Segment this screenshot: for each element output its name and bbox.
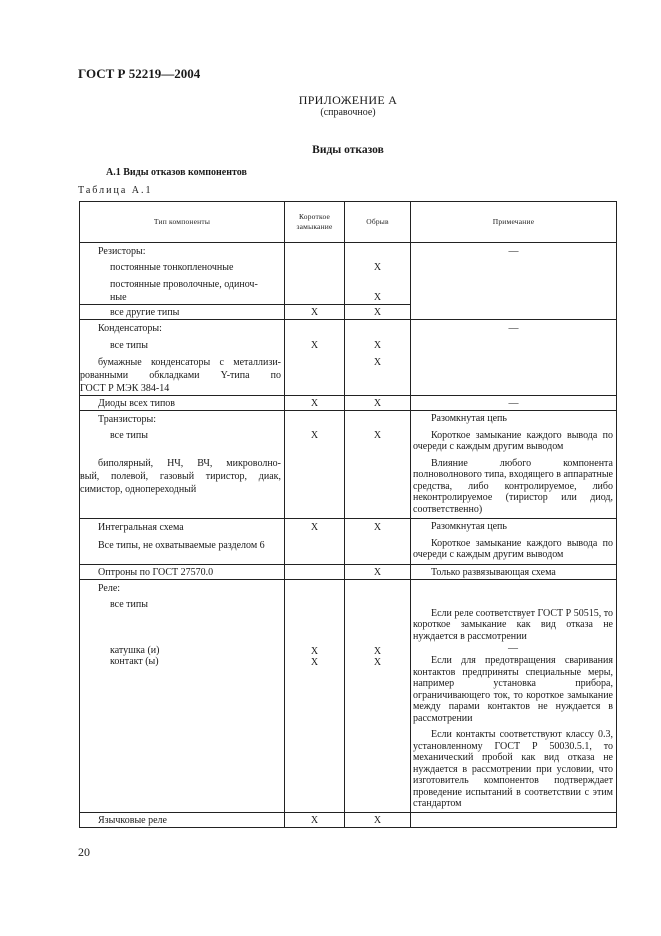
appendix-subtitle: (справочное): [320, 107, 376, 118]
cell-open: [345, 243, 411, 305]
row-subitem: постоянные тонкопленочные: [110, 262, 234, 273]
cell-short: [285, 320, 345, 396]
row-subitem: симистор, однопереходный: [80, 484, 197, 495]
cell-note: [411, 411, 617, 519]
note-text: Только развязывающая схема: [431, 566, 556, 578]
mark-x: X: [373, 430, 382, 441]
subsection-title: А.1 Виды отказов компонентов: [106, 167, 247, 178]
cell-short: [285, 411, 345, 519]
failure-modes-table: [79, 201, 617, 828]
table-row-resistors: [80, 243, 617, 305]
row-title: Язычковые реле: [98, 814, 167, 826]
note-text: Если контакты соответствуют классу 0.3, установленному ГОСТ Р 50030.5.1, то механический пробой как вид отказа не нуждается в рассмотрении при условии, что изготовитель компонентов подтверждает проведение испытаний в соответствии с этим стандартом: [413, 729, 613, 809]
mark-x: X: [373, 307, 382, 318]
cell-open: [345, 519, 411, 565]
cell-note: [411, 579, 617, 812]
row-subitem: бумажные конденсаторы с металлизи-: [98, 357, 281, 368]
cell-type: [80, 305, 285, 320]
row-title: Оптроны по ГОСТ 27570.0: [98, 566, 214, 578]
note-text: Если для предотвращения сваривания контактов предприняты специальные меры, например установка прибора, ограничивающего ток, то короткое замыкание между парами контактов не нуждается в рассмотрении: [413, 655, 613, 724]
row-subitem: все типы: [110, 340, 148, 351]
cell-type: [80, 812, 285, 827]
header-open-circuit: Обрыв: [345, 202, 411, 243]
mark-x: X: [373, 645, 382, 657]
cell-note: [411, 320, 617, 396]
cell-type: [80, 320, 285, 396]
appendix-title: ПРИЛОЖЕНИЕ А: [298, 93, 398, 107]
row-subitem: катушка (и): [110, 644, 160, 656]
row-title: Интегральная схема: [98, 522, 184, 533]
mark-x: X: [310, 645, 319, 657]
cell-short: [285, 305, 345, 320]
row-subitem: ГОСТ Р МЭК 384-14: [80, 383, 170, 394]
row-title: Резисторы:: [98, 246, 146, 257]
row-title: Конденсаторы:: [98, 323, 162, 334]
cell-note: [411, 243, 617, 320]
row-subitem: все типы: [110, 598, 148, 610]
section-title: Виды отказов: [312, 144, 384, 156]
table-row-reed-relays: [80, 812, 617, 827]
row-subitem: все другие типы: [110, 307, 180, 318]
mark-x: X: [310, 430, 319, 441]
table-row-relays: [80, 579, 617, 812]
cell-short: [285, 243, 345, 305]
cell-note: [411, 519, 617, 565]
mark-x: X: [310, 307, 319, 318]
mark-x: X: [373, 656, 382, 668]
cell-open: [345, 564, 411, 579]
table-row-optocouplers: [80, 564, 617, 579]
mark-x: X: [310, 522, 319, 533]
cell-open: [345, 396, 411, 411]
table-row-diodes: [80, 396, 617, 411]
cell-type: [80, 579, 285, 812]
mark-x: X: [310, 340, 319, 351]
cell-open: [345, 579, 411, 812]
cell-note: [411, 812, 617, 827]
mark-x: X: [310, 814, 319, 826]
header-note: Примечание: [411, 202, 617, 243]
cell-type: [80, 411, 285, 519]
mark-x: X: [310, 656, 319, 668]
row-title: Транзисторы:: [98, 414, 156, 425]
row-subitem: Все типы, не охватываемые разделом 6: [98, 540, 265, 551]
mark-x: X: [373, 357, 382, 368]
row-subitem: постоянные проволочные, одиноч-: [110, 279, 258, 290]
row-title: Реле:: [98, 582, 121, 594]
table-caption: Таблица А.1: [78, 185, 153, 196]
document-code: ГОСТ Р 52219—2004: [78, 66, 201, 81]
cell-short: [285, 812, 345, 827]
header-short-circuit: Короткое замыкание: [285, 202, 345, 243]
cell-short: [285, 579, 345, 812]
cell-type: [80, 519, 285, 565]
mark-x: X: [373, 814, 382, 826]
row-subitem: контакт (ы): [110, 655, 159, 667]
note-dash: —: [508, 246, 519, 257]
cell-note: [411, 564, 617, 579]
mark-x: X: [373, 566, 382, 578]
note-text: Разомкнутая цепь: [431, 521, 507, 532]
cell-open: [345, 812, 411, 827]
table-row-capacitors: [80, 320, 617, 396]
note-dash: —: [508, 323, 519, 334]
cell-type: [80, 243, 285, 305]
row-title: Диоды всех типов: [98, 398, 176, 409]
note-text: Если реле соответствует ГОСТ Р 50515, то короткое замыкание как вид отказа не нуждается в рассмотрении: [413, 607, 613, 642]
cell-short: [285, 564, 345, 579]
row-subitem: ные: [110, 292, 127, 303]
cell-type: [80, 564, 285, 579]
note-text: Влияние любого компонента полноволнового типа, входящего в аппаратные средства, либо контролируемое, либо неконтролируемое (тиристор или диод, соответственно): [413, 457, 613, 515]
table-header-row: [80, 202, 617, 243]
note-text: Разомкнутая цепь: [431, 413, 507, 424]
header-component-type: Тип компоненты: [80, 202, 285, 243]
mark-x: X: [373, 340, 382, 351]
note-text: Короткое замыкание каждого вывода по очереди с каждым другим выводом: [413, 537, 613, 560]
row-subitem: вый, полевой, газовый тиристор, диак,: [80, 471, 281, 482]
row-subitem: все типы: [110, 430, 148, 441]
cell-short: [285, 519, 345, 565]
mark-x: X: [373, 292, 382, 303]
page-number: 20: [78, 845, 90, 859]
cell-open: [345, 305, 411, 320]
cell-note: [411, 396, 617, 411]
cell-open: [345, 320, 411, 396]
cell-short: [285, 396, 345, 411]
note-dash: —: [508, 398, 519, 409]
mark-x: X: [310, 398, 319, 409]
cell-type: [80, 396, 285, 411]
mark-x: X: [373, 262, 382, 273]
cell-open: [345, 411, 411, 519]
note-dash: —: [508, 643, 518, 654]
note-text: Короткое замыкание каждого вывода по очереди с каждым другим выводом: [413, 429, 613, 452]
table-row-integrated-circuit: [80, 519, 617, 565]
mark-x: X: [373, 522, 382, 533]
mark-x: X: [373, 398, 382, 409]
row-subitem: биполярный, НЧ, ВЧ, микроволно-: [98, 458, 281, 469]
row-subitem: рованными обкладками Y-типа по: [80, 370, 281, 381]
table-row-transistors: [80, 411, 617, 519]
